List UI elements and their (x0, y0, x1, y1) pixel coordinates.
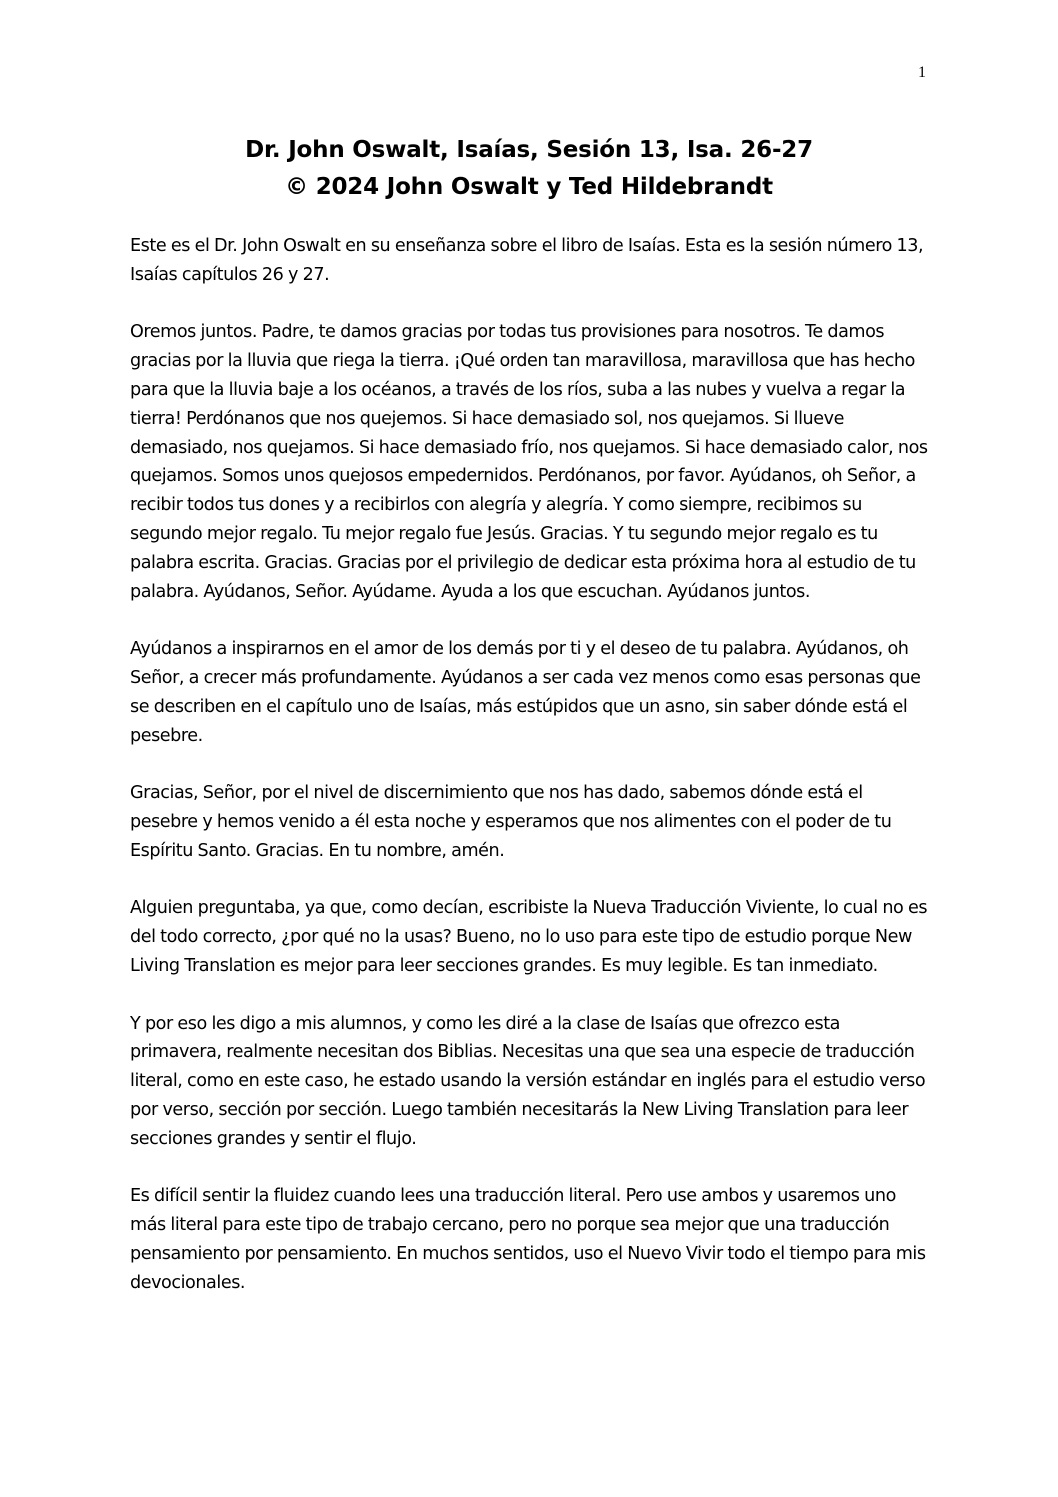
paragraph-two-bibles: Y por eso les digo a mis alumnos, y como les diré a la clase de Isaías que ofrezco esta primavera, realmente necesitan dos Biblias. Necesitas una que sea una especie de traducción literal, como en este caso, he estado usando la versión estándar en inglés para el estudio verso por verso, sección por sección. Luego también necesitarás la New Living Translation para leer secciones grandes y sentir el flujo. (130, 1013, 926, 1149)
title-line-2: © 2024 John Oswalt y Ted Hildebrandt (285, 174, 773, 200)
paragraph-prayer: Oremos juntos. Padre, te damos gracias por todas tus provisiones para nosotros. Te damos gracias por la lluvia que riega la tierra. ¡Qué orden tan maravillosa, maravillosa que has hecho para que la lluvia baje a los océanos, a través de los ríos, suba a las nubes y vuelva a regar la tierra! Perdónanos que nos quejemos. Si hace demasiado sol, nos quejamos. Si llueve demasiado, nos quejamos. Si hace demasiado frío, nos quejamos. Si hace demasiado calor, nos quejamos. Somos unos quejosos empedernidos. Perdónanos, por favor. Ayúdanos, oh Señor, a recibir todos tus dones y a recibirlos con alegría y alegría. Y como siempre, recibimos su segundo mejor regalo. Tu mejor regalo fue Jesús. Gracias. Y tu segundo mejor regalo es tu palabra escrita. Gracias. Gracias por el privilegio de dedicar esta próxima hora al estudio de tu palabra. Ayúdanos, Señor. Ayúdame. Ayuda a los que escuchan. Ayúdanos juntos. (130, 322, 928, 602)
document-body (130, 232, 930, 1326)
title-line-1: Dr. John Oswalt, Isaías, Sesión 13, Isa. 26-27 (245, 137, 813, 163)
paragraph-prayer-continued: Ayúdanos a inspirarnos en el amor de los demás por ti y el deseo de tu palabra. Ayúdanos, oh Señor, a crecer más profundamente. Ayúdanos a ser cada vez menos como esas personas que se describen en el capítulo uno de Isaías, más estúpidos que un asno, sin saber dónde está el pesebre. (130, 639, 921, 746)
page-number: 1 (918, 64, 926, 81)
paragraph-intro: Este es el Dr. John Oswalt en su enseñanza sobre el libro de Isaías. Esta es la sesión número 13, Isaías capítulos 26 y 27. (130, 236, 924, 285)
paragraph-translation-question: Alguien preguntaba, ya que, como decían, escribiste la Nueva Traducción Viviente, lo cual no es del todo correcto, ¿por qué no la usas? Bueno, no lo uso para este tipo de estudio porque New Living Translation es mejor para leer secciones grandes. Es muy legible. Es tan inmediato. (130, 898, 928, 976)
paragraph-literal-translation: Es difícil sentir la fluidez cuando lees una traducción literal. Pero use ambos y usaremos uno más literal para este tipo de trabajo cercano, pero no porque sea mejor que una traducción pensamiento por pensamiento. En muchos sentidos, uso el Nuevo Vivir todo el tiempo para mis devocionales. (130, 1186, 926, 1293)
document-title (100, 132, 958, 206)
paragraph-prayer-closing: Gracias, Señor, por el nivel de discernimiento que nos has dado, sabemos dónde está el pesebre y hemos venido a él esta noche y esperamos que nos alimentes con el poder de tu Espíritu Santo. Gracias. En tu nombre, amén. (130, 783, 892, 861)
